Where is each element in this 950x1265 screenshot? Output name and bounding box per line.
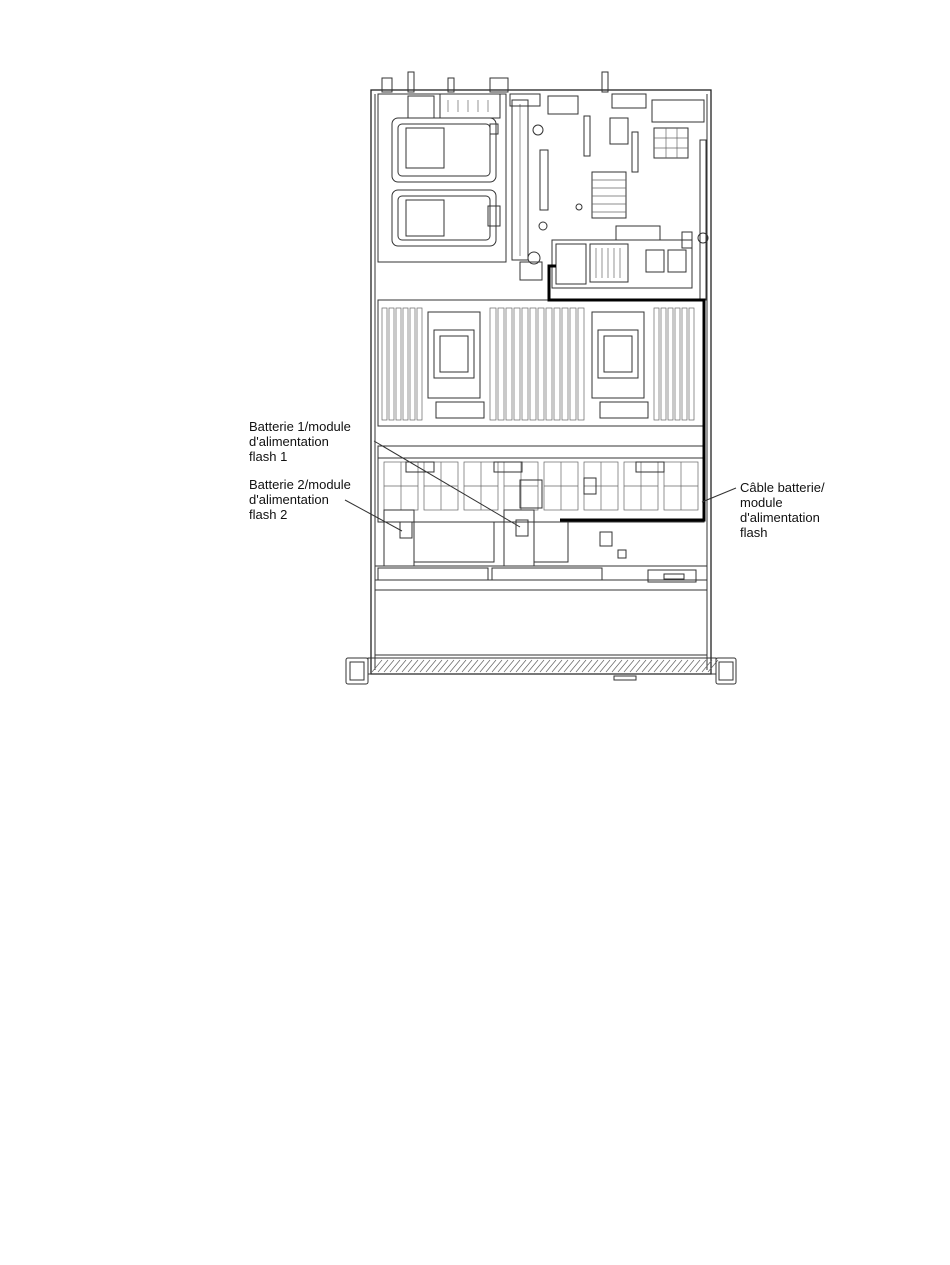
callout-battery-cable-line-2: module <box>740 495 783 510</box>
callout-battery-2 <box>249 477 351 522</box>
dimm-slot <box>668 308 673 420</box>
hatch-stroke <box>552 660 562 672</box>
dimm-slot <box>410 308 415 420</box>
hatch-stroke <box>438 660 448 672</box>
dimm-slot <box>689 308 694 420</box>
hatch-stroke <box>612 660 622 672</box>
system-board-upper <box>510 94 708 300</box>
hatch-stroke <box>630 660 640 672</box>
hatch-stroke <box>642 660 652 672</box>
hatch-stroke <box>582 660 592 672</box>
hatch-stroke <box>678 660 688 672</box>
callout-battery-cable-line-4: flash <box>740 525 768 540</box>
dimm-slot <box>522 308 528 420</box>
dimm-slot <box>498 308 504 420</box>
hatch-stroke <box>462 660 472 672</box>
raid-adapter <box>552 240 692 288</box>
hatch-stroke <box>384 660 394 672</box>
hatch-stroke <box>696 660 706 672</box>
dimm-slot <box>396 308 401 420</box>
hatch-stroke <box>468 660 478 672</box>
callout-battery-cable-line-3: d'alimentation <box>740 510 820 525</box>
dimm-slot <box>661 308 666 420</box>
dimm-slot <box>570 308 576 420</box>
hatch-stroke <box>486 660 496 672</box>
hatch-stroke <box>684 660 694 672</box>
dimm-slot <box>562 308 568 420</box>
dimm-slot <box>382 308 387 420</box>
hatch-stroke <box>390 660 400 672</box>
hatch-stroke <box>432 660 442 672</box>
hatch-stroke <box>396 660 406 672</box>
hatch-stroke <box>528 660 538 672</box>
hatch-stroke <box>474 660 484 672</box>
dimm-slot <box>682 308 687 420</box>
dimm-slot <box>578 308 584 420</box>
hatch-stroke <box>570 660 580 672</box>
hatch-stroke <box>378 660 388 672</box>
hatch-stroke <box>534 660 544 672</box>
callout-battery-cable-line-1: Câble batterie/ <box>740 480 825 495</box>
hatch-stroke <box>636 660 646 672</box>
hatch-stroke <box>372 660 382 672</box>
hatch-stroke <box>444 660 454 672</box>
riser-cage <box>378 94 506 262</box>
callout-battery-2-line-1: Batterie 2/module <box>249 477 351 492</box>
dimm-slot <box>403 308 408 420</box>
hatch-stroke <box>660 660 670 672</box>
dimm-slot <box>389 308 394 420</box>
dimm-slot <box>506 308 512 420</box>
hatch-stroke <box>576 660 586 672</box>
dimm-slot <box>490 308 496 420</box>
hatch-stroke <box>420 660 430 672</box>
hatch-stroke <box>558 660 568 672</box>
callout-battery-cable <box>740 480 825 540</box>
hatch-stroke <box>600 660 610 672</box>
hatch-stroke <box>516 660 526 672</box>
dimm-slot <box>654 308 659 420</box>
hatch-stroke <box>648 660 658 672</box>
dimm-slot <box>514 308 520 420</box>
hatch-stroke <box>594 660 604 672</box>
callout-battery-2-line-3: flash 2 <box>249 507 288 522</box>
hatch-stroke <box>414 660 424 672</box>
hatch-stroke <box>666 660 676 672</box>
dimm-slot <box>554 308 560 420</box>
fan-area <box>378 446 704 522</box>
hatch-stroke <box>624 660 634 672</box>
callout-battery-1-line-2: d'alimentation <box>249 434 329 449</box>
hatch-stroke <box>456 660 466 672</box>
hatch-stroke <box>402 660 412 672</box>
callout-battery-1-line-1: Batterie 1/module <box>249 419 351 434</box>
hatch-stroke <box>672 660 682 672</box>
callout-battery-1 <box>249 419 351 464</box>
dimm-slot <box>675 308 680 420</box>
callout-battery-1-line-3: flash 1 <box>249 449 288 464</box>
front-bay <box>346 566 736 684</box>
dimm-slot <box>546 308 552 420</box>
hatch-stroke <box>618 660 628 672</box>
hatch-stroke <box>588 660 598 672</box>
hatch-stroke <box>492 660 502 672</box>
hatch-stroke <box>408 660 418 672</box>
hatch-stroke <box>564 660 574 672</box>
hatch-stroke <box>450 660 460 672</box>
dimm-slot <box>530 308 536 420</box>
callout-battery-2-line-2: d'alimentation <box>249 492 329 507</box>
dimm-slot <box>538 308 544 420</box>
hatch-stroke <box>426 660 436 672</box>
hatch-stroke <box>540 660 550 672</box>
hatch-stroke <box>480 660 490 672</box>
hatch-stroke <box>654 660 664 672</box>
hatch-stroke <box>510 660 520 672</box>
hatch-stroke <box>504 660 514 672</box>
hatch-stroke <box>522 660 532 672</box>
dimm-cpu-region <box>378 300 704 426</box>
hatch-stroke <box>498 660 508 672</box>
dimm-slot <box>417 308 422 420</box>
hatch-stroke <box>606 660 616 672</box>
hatch-stroke <box>690 660 700 672</box>
hatch-stroke <box>546 660 556 672</box>
